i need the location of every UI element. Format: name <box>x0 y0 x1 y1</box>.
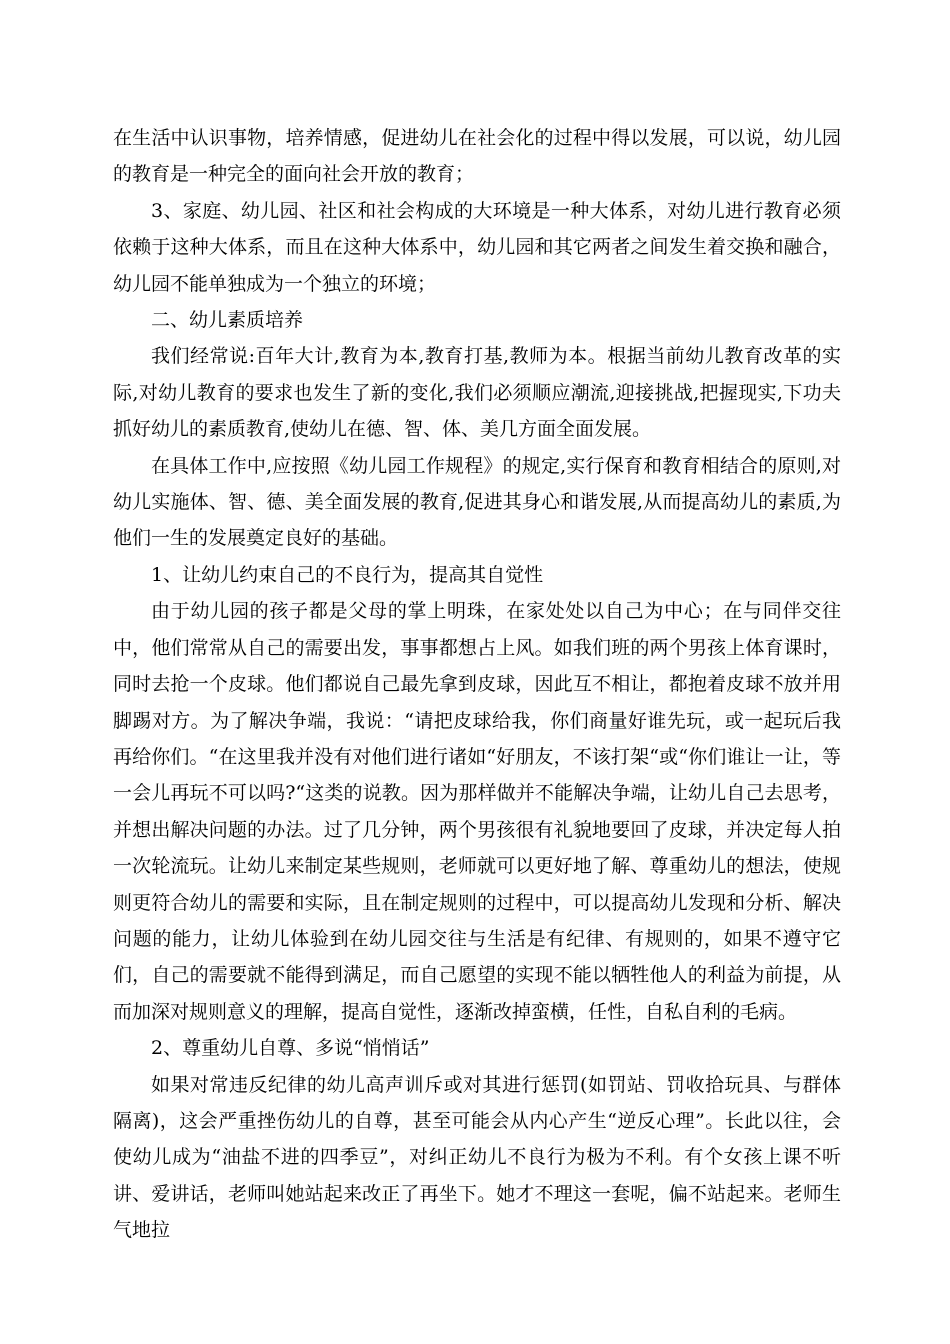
subheading-2: 2、尊重幼儿自尊、多说“悄悄话” <box>151 1037 430 1060</box>
paragraph-4: 我们经常说:百年大计,教育为本,教育打基,教师为本。根据当前幼儿教育改革的实际,对幼儿教育的要求也发生了新的变化,我们必须顺应潮流,迎接挑战,把握现实,下功夫抓好幼儿的素质教育,使幼儿在德、智、体、美几方面全面发展。 <box>113 345 841 441</box>
subheading-1: 1、让幼儿约束自己的不良行为，提高其自觉性 <box>151 563 544 586</box>
paragraph-9: 如果对常违反纪律的幼儿高声训斥或对其进行惩罚(如罚站、罚收拾玩具、与群体隔离)，这会严重挫伤幼儿的自尊，甚至可能会从内心产生“逆反心理”。长此以往，会使幼儿成为“油盐不进的四季豆”，对纠正幼儿不良行为极为不利。有个女孩上课不听讲、爱讲话，老师叫她站起来改正了再坐下。她才不理这一套呢，偏不站起来。老师生气地拉 <box>113 1073 841 1242</box>
section-heading-2: 二、幼儿素质培养 <box>151 309 304 332</box>
paragraph-7: 由于幼儿园的孩子都是父母的掌上明珠，在家处处以自己为中心；在与同伴交往中，他们常常从自己的需要出发，事事都想占上风。如我们班的两个男孩上体育课时，同时去抢一个皮球。他们都说自己最先拿到皮球，因此互不相让，都抱着皮球不放并用脚踢对方。为了解决争端，我说：“请把皮球给我，你们商量好谁先玩，或一起玩后我再给你们。“在这里我并没有对他们进行诸如“好朋友，不该打架“或“你们谁让一让，等一会儿再玩不可以吗?“这类的说教。因为那样做并不能解决争端，让幼儿自己去思考，并想出解决问题的办法。过了几分钟，两个男孩很有礼貌地要回了皮球，并决定每人拍一次轮流玩。让幼儿来制定某些规则，老师就可以更好地了解、尊重幼儿的想法，使规则更符合幼儿的需要和实际，且在制定规则的过程中，可以提高幼儿发现和分析、解决问题的能力，让幼儿体验到在幼儿园交往与生活是有纪律、有规则的，如果不遵守它们，自己的需要就不能得到满足，而自己愿望的实现不能以牺牲他人的利益为前提，从而加深对规则意义的理解，提高自觉性，逐渐改掉蛮横，任性，自私自利的毛病。 <box>113 600 841 1023</box>
paragraph-1: 在生活中认识事物，培养情感，促进幼儿在社会化的过程中得以发展，可以说，幼儿园的教育是一种完全的面向社会开放的教育； <box>113 127 841 186</box>
paragraph-5: 在具体工作中,应按照《幼儿园工作规程》的规定,实行保育和教育相结合的原则,对幼儿实施体、智、德、美全面发展的教育,促进其身心和谐发展,从而提高幼儿的素质,为他们一生的发展奠定良好的基础。 <box>113 454 841 550</box>
paragraph-2: 3、家庭、幼儿园、社区和社会构成的大环境是一种大体系，对幼儿进行教育必须依赖于这种大体系，而且在这种大体系中，幼儿园和其它两者之间发生着交换和融合，幼儿园不能单独成为一个独立的环境； <box>113 199 841 295</box>
document-page <box>113 120 841 1249</box>
